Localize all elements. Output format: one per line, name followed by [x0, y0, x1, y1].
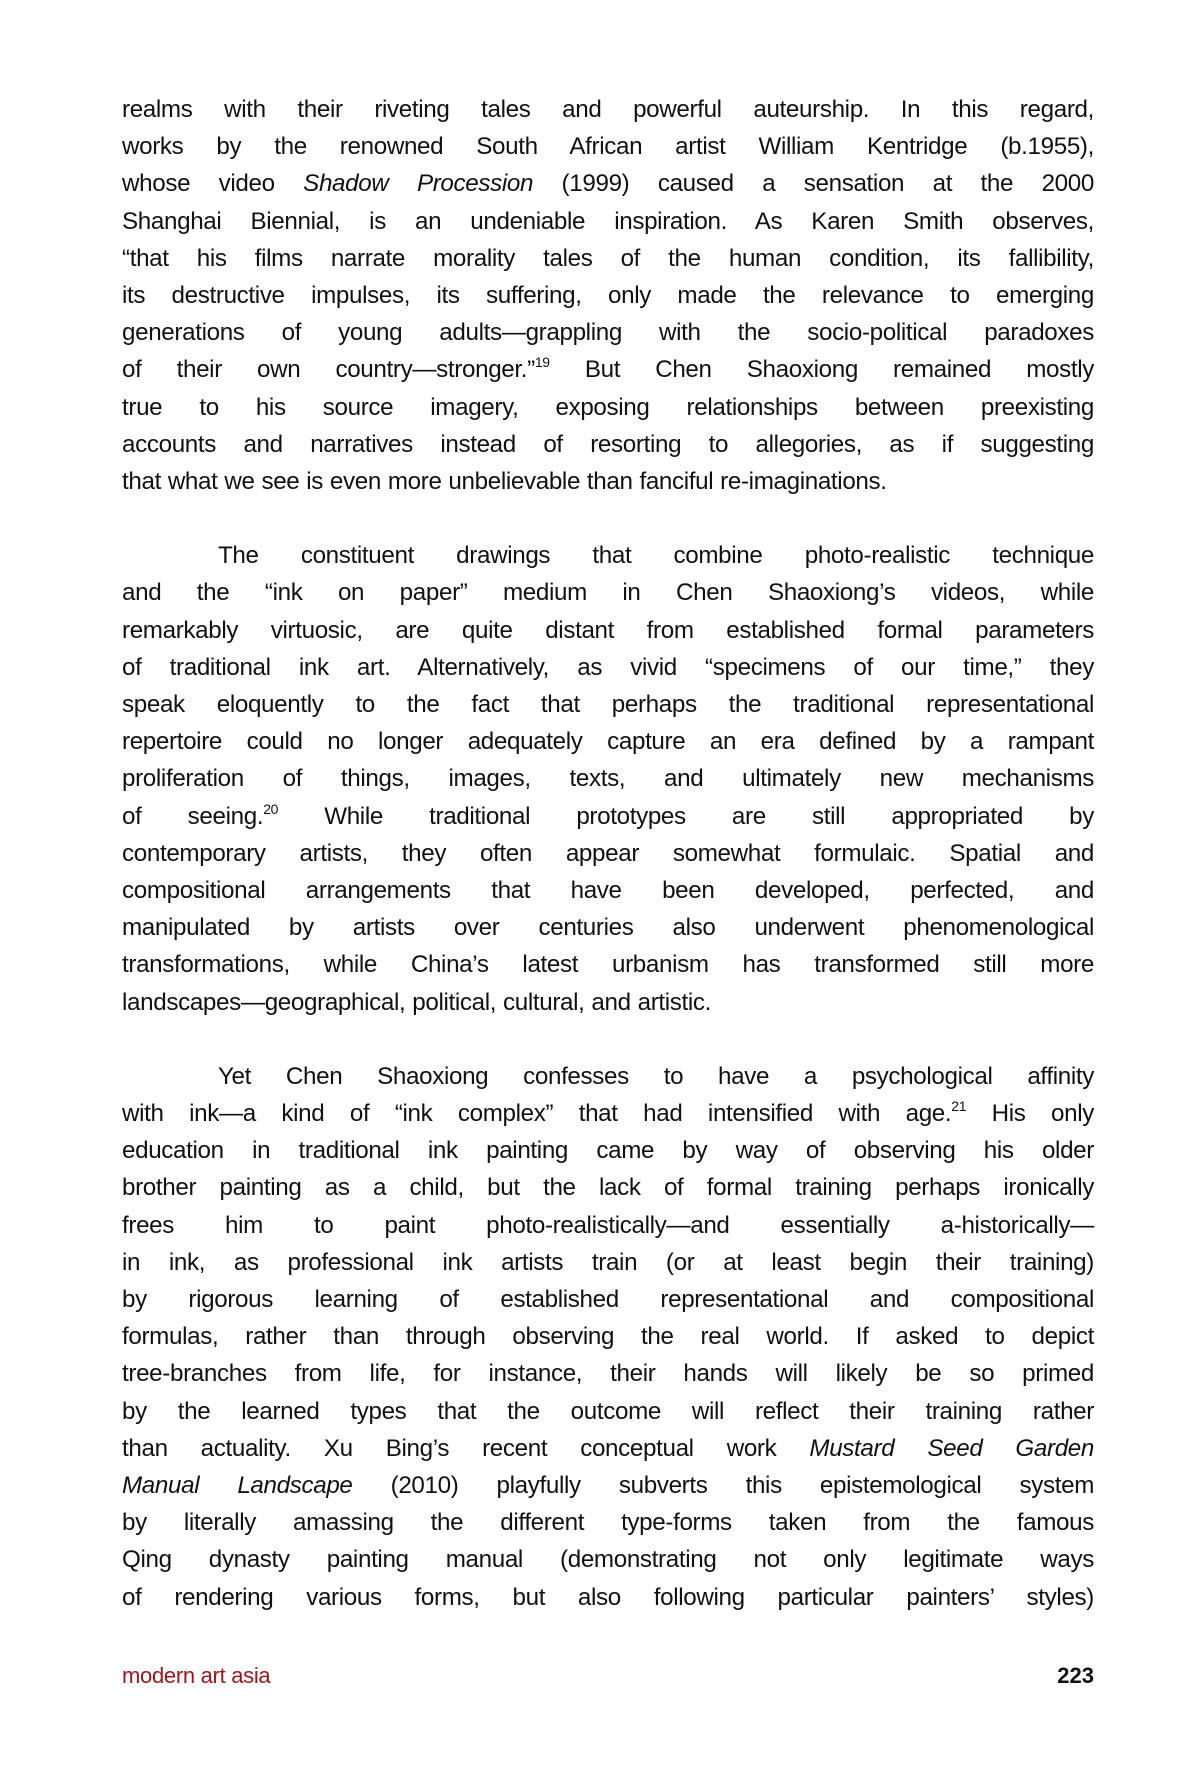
text-run: brother painting as a child, but the lack of formal training perhaps ironically	[122, 1174, 1094, 1202]
text-run: realms with their riveting tales and powerful auteurship. In this regard,	[122, 96, 1094, 123]
page-number: 223	[1057, 1663, 1094, 1688]
paragraph	[122, 1058, 1094, 1616]
text-run: accounts and narratives instead of resorting to allegories, as if suggesting	[122, 430, 1094, 458]
text-line	[122, 277, 1094, 314]
text-run: of seeing.	[122, 802, 264, 830]
text-line	[122, 1244, 1094, 1281]
footnote-ref: 19	[534, 354, 550, 371]
text-run: generations of young adults—grappling with the socio-political paradoxes	[122, 319, 1094, 347]
text-run: by the learned types that the outcome will reflect their training rather	[122, 1397, 1094, 1425]
paragraph	[122, 91, 1094, 500]
text-line	[122, 1281, 1094, 1318]
text-run: Yet Chen Shaoxiong confesses to have a psychological affinity	[218, 1062, 1094, 1090]
text-line	[122, 165, 1094, 202]
text-run: Qing dynasty painting manual (demonstrating not only legitimate ways	[122, 1546, 1094, 1574]
text-line	[122, 426, 1094, 463]
text-run: education in traditional ink painting came by way of observing his older	[122, 1137, 1094, 1165]
text-line	[122, 1579, 1094, 1616]
text-run: in ink, as professional ink artists train (or at least begin their training)	[122, 1248, 1094, 1276]
text-run: formulas, rather than through observing the real world. If asked to depict	[122, 1323, 1094, 1351]
text-run: remarkably virtuosic, are quite distant from established formal parameters	[122, 616, 1094, 644]
text-run: manipulated by artists over centuries also underwent phenomenological	[122, 914, 1094, 942]
text-run: true to his source imagery, exposing relationships between preexisting	[122, 393, 1094, 421]
footnote-ref: 21	[951, 1098, 967, 1115]
italic-title: Mustard Seed Garden	[809, 1434, 1095, 1462]
journal-name: modern art asia	[122, 1663, 271, 1688]
text-line	[122, 537, 1094, 574]
text-line	[122, 1467, 1094, 1504]
text-line	[122, 389, 1094, 426]
text-line	[122, 1393, 1094, 1430]
text-line	[122, 686, 1094, 723]
text-line	[122, 835, 1094, 872]
text-run: landscapes—geographical, political, cultural, and artistic.	[122, 988, 712, 1016]
text-line	[122, 1169, 1094, 1206]
text-run: its destructive impulses, its suffering, only made the relevance to emerging	[122, 281, 1094, 309]
text-line	[122, 798, 1094, 835]
text-run: contemporary artists, they often appear somewhat formulaic. Spatial and	[122, 839, 1094, 867]
text-run: transformations, while China’s latest urbanism has transformed still more	[122, 951, 1094, 979]
text-line	[122, 1541, 1094, 1578]
text-run: Shanghai Biennial, is an undeniable inspiration. As Karen Smith observes,	[122, 207, 1094, 235]
text-line	[122, 1132, 1094, 1169]
text-run: by rigorous learning of established representational and compositional	[122, 1286, 1094, 1313]
text-line	[122, 1095, 1094, 1132]
text-line	[122, 612, 1094, 649]
text-line	[122, 760, 1094, 797]
text-line	[122, 1318, 1094, 1355]
text-line	[122, 128, 1094, 165]
text-line	[122, 649, 1094, 686]
text-line	[122, 203, 1094, 240]
text-line	[122, 91, 1094, 128]
text-run: His only	[966, 1100, 1094, 1128]
text-line	[122, 1207, 1094, 1244]
article-body	[122, 91, 1094, 1616]
text-run: The constituent drawings that combine photo-realistic technique	[218, 542, 1094, 570]
text-line	[122, 314, 1094, 351]
text-line	[122, 1504, 1094, 1541]
text-run: and the “ink on paper” medium in Chen Shaoxiong’s videos, while	[122, 579, 1094, 607]
text-run: that what we see is even more unbelievable than fanciful re-imaginations.	[122, 467, 887, 495]
text-run: proliferation of things, images, texts, and ultimately new mechanisms	[122, 765, 1094, 793]
text-line	[122, 240, 1094, 277]
text-run: of rendering various forms, but also following particular painters’ styles)	[122, 1583, 1094, 1611]
text-line	[122, 946, 1094, 983]
text-run: compositional arrangements that have been developed, perfected, and	[122, 876, 1094, 904]
text-line	[122, 723, 1094, 760]
text-line	[122, 574, 1094, 611]
text-line	[122, 351, 1094, 388]
text-line	[122, 463, 1094, 500]
text-line	[122, 984, 1094, 1021]
text-run: whose video	[122, 170, 304, 198]
italic-title: Manual Landscape	[122, 1471, 353, 1499]
text-run: by literally amassing the different type-forms taken from the famous	[122, 1509, 1094, 1537]
text-line	[122, 1430, 1094, 1467]
text-line	[122, 909, 1094, 946]
text-run: But Chen Shaoxiong remained mostly	[549, 356, 1094, 384]
text-run: tree-branches from life, for instance, their hands will likely be so primed	[122, 1360, 1094, 1388]
text-run: While traditional prototypes are still appropriated by	[278, 802, 1094, 830]
text-run: speak eloquently to the fact that perhaps the traditional representational	[122, 691, 1094, 718]
paragraph	[122, 537, 1094, 1020]
text-run: repertoire could no longer adequately capture an era defined by a rampant	[122, 728, 1094, 756]
page-footer	[122, 1663, 1094, 1697]
text-run: than actuality. Xu Bing’s recent conceptual work	[122, 1434, 810, 1462]
text-run: of traditional ink art. Alternatively, as vivid “specimens of our time,” they	[122, 653, 1094, 681]
text-run: frees him to paint photo-realistically—and essentially a-historically—	[122, 1211, 1094, 1239]
text-line	[122, 1355, 1094, 1392]
text-run: (2010) playfully subverts this epistemological system	[352, 1471, 1094, 1499]
text-run: works by the renowned South African artist William Kentridge (b.1955),	[122, 133, 1094, 161]
footnote-ref: 20	[263, 800, 279, 817]
text-run: of their own country—stronger.”	[122, 356, 535, 384]
text-run: (1999) caused a sensation at the 2000	[533, 170, 1094, 198]
italic-title: Shadow Procession	[303, 170, 534, 198]
text-line	[122, 872, 1094, 909]
text-run: with ink—a kind of “ink complex” that had intensified with age.	[122, 1100, 952, 1128]
text-line	[122, 1058, 1094, 1095]
text-run: “that his films narrate morality tales of the human condition, its fallibility,	[122, 244, 1094, 272]
